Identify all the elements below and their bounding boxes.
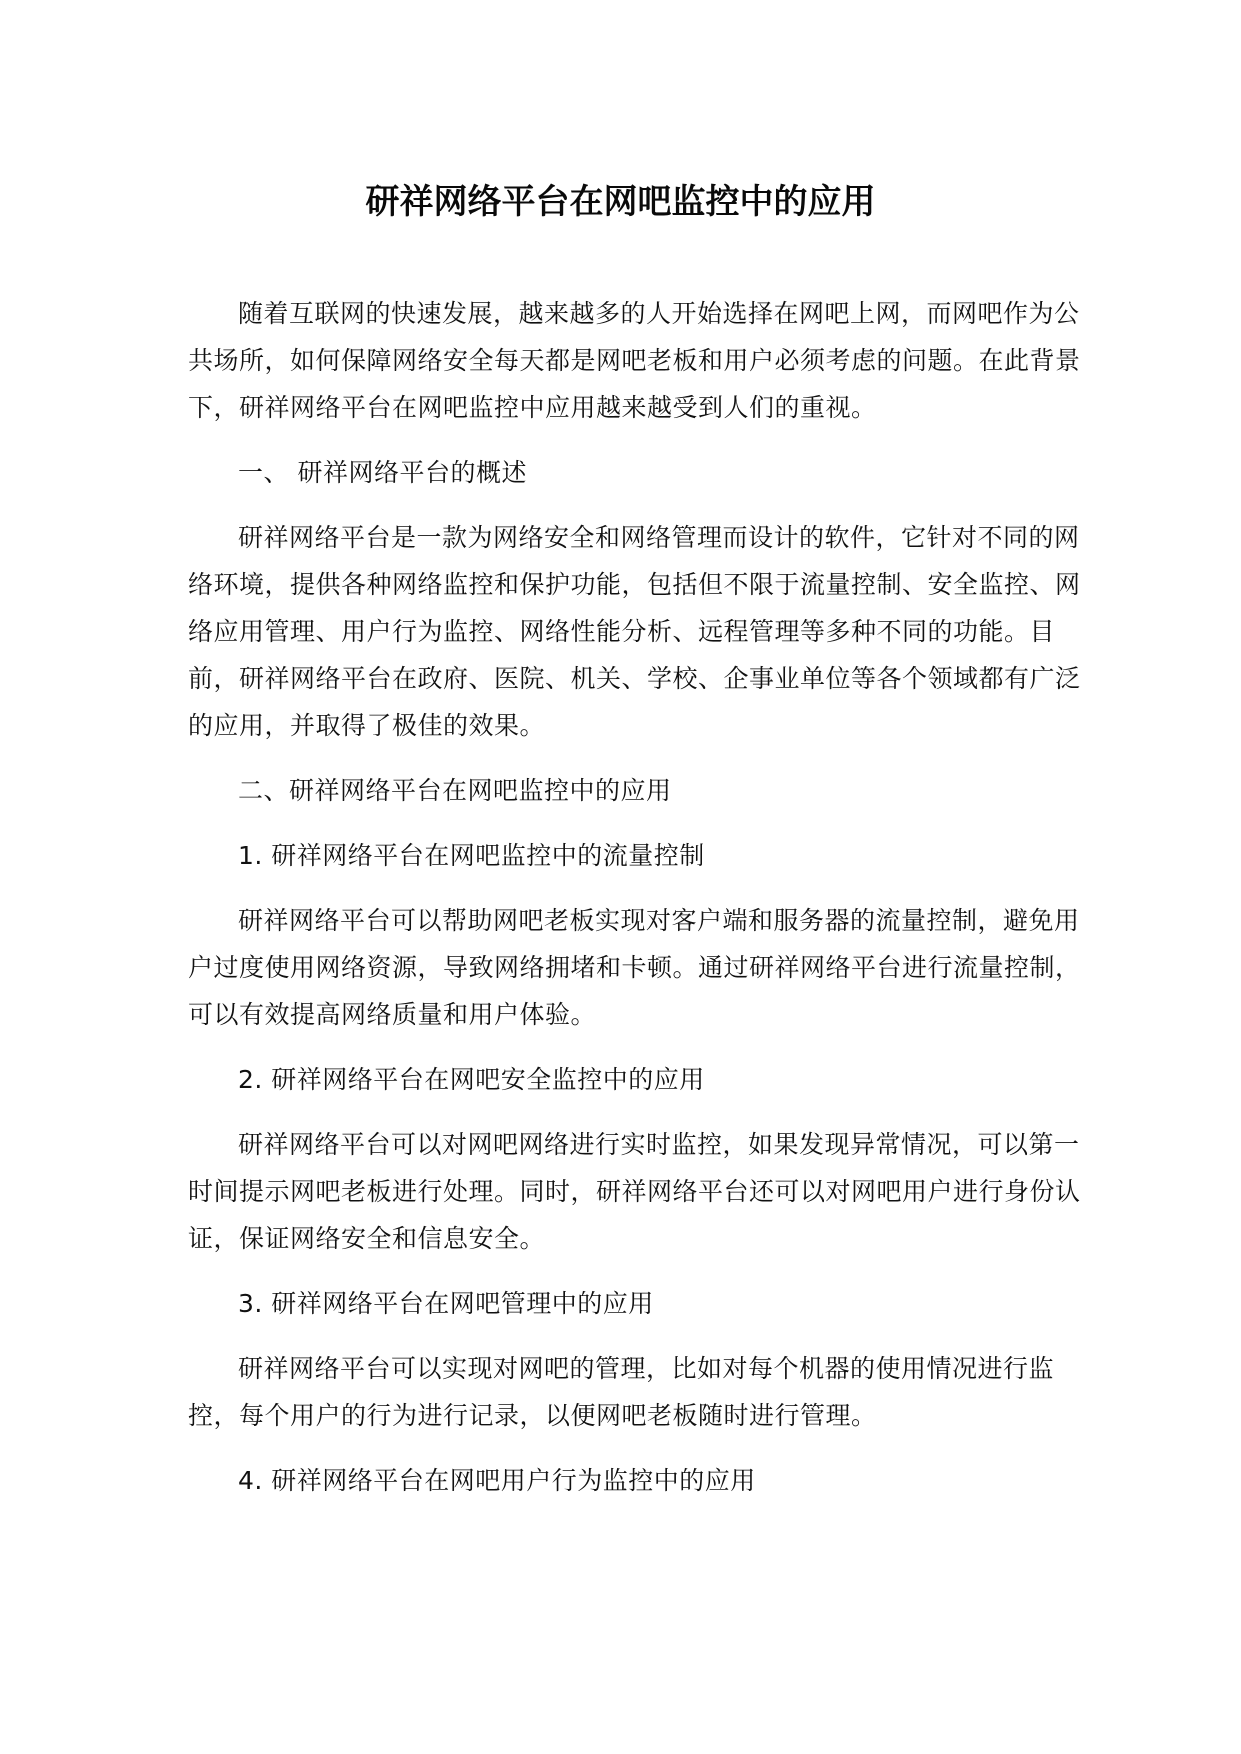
subsection-4-heading: 4. 研祥网络平台在网吧用户行为监控中的应用 (238, 1466, 756, 1495)
subsection-2-paragraph: 研祥网络平台可以对网吧网络进行实时监控，如果发现异常情况，可以第一时间提示网吧老板进行处理。同时，研祥网络平台还可以对网吧用户进行身份认证，保证网络安全和信息安全。 (188, 1130, 1081, 1253)
subsection-3-paragraph: 研祥网络平台可以实现对网吧的管理，比如对每个机器的使用情况进行监控，每个用户的行为进行记录，以便网吧老板随时进行管理。 (188, 1354, 1055, 1430)
subsection-3-heading: 3. 研祥网络平台在网吧管理中的应用 (238, 1289, 654, 1318)
section-1-paragraph: 研祥网络平台是一款为网络安全和网络管理而设计的软件，它针对不同的网络环境，提供各种网络监控和保护功能，包括但不限于流量控制、安全监控、网络应用管理、用户行为监控、网络性能分析、远程管理等多种不同的功能。目前，研祥网络平台在政府、医院、机关、学校、企事业单位等各个领域都有广泛的应用，并取得了极佳的效果。 (188, 523, 1081, 740)
subsection-1-paragraph: 研祥网络平台可以帮助网吧老板实现对客户端和服务器的流量控制，避免用户过度使用网络资源，导致网络拥堵和卡顿。通过研祥网络平台进行流量控制，可以有效提高网络质量和用户体验。 (188, 906, 1081, 1029)
section-2-heading: 二、研祥网络平台在网吧监控中的应用 (238, 776, 672, 805)
document-title: 研祥网络平台在网吧监控中的应用 (365, 182, 876, 222)
intro-paragraph: 随着互联网的快速发展，越来越多的人开始选择在网吧上网，而网吧作为公共场所，如何保障网络安全每天都是网吧老板和用户必须考虑的问题。在此背景下，研祥网络平台在网吧监控中应用越来越受到人们的重视。 (188, 299, 1081, 422)
subsection-1-heading: 1. 研祥网络平台在网吧监控中的流量控制 (238, 841, 705, 870)
subsection-2-heading: 2. 研祥网络平台在网吧安全监控中的应用 (238, 1065, 705, 1094)
section-1-heading: 一、 研祥网络平台的概述 (238, 458, 527, 487)
document-body (188, 290, 1088, 1504)
